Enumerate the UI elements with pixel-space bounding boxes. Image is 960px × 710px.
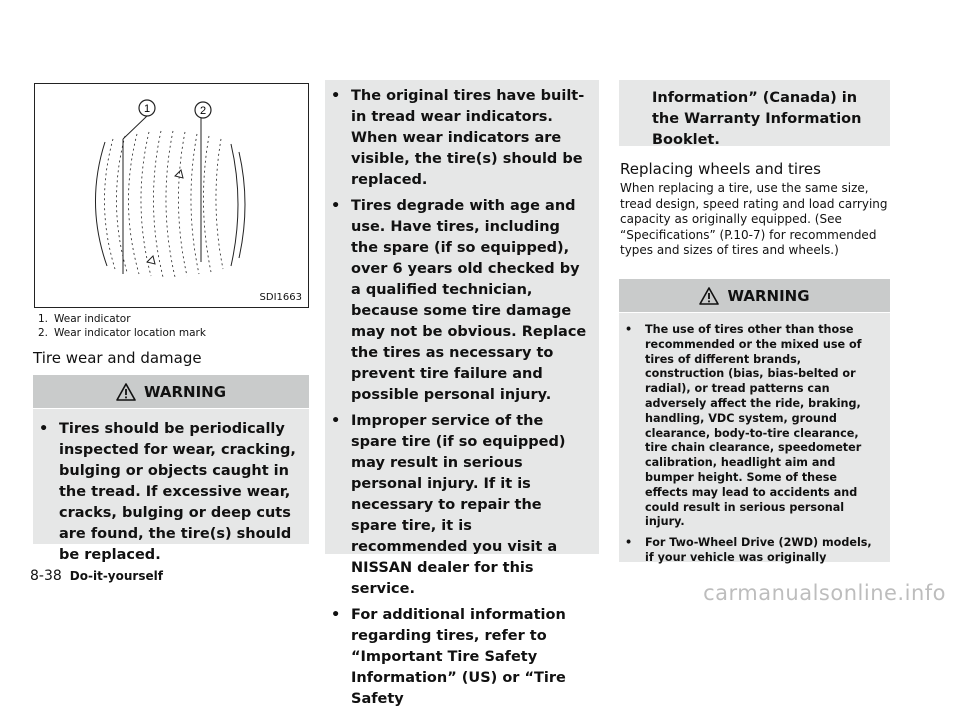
footer-section-name: Do-it-yourself [69, 569, 163, 583]
bullet-dot: • [331, 413, 341, 429]
list-item-text: Tires degrade with age and use. Have tires, including the spare (if so equipped), over 6 years old checked by a qualified technician, because some tire damage may not be obvious. Replace the tires as necessary to prevent tire failure and possible personal injury. [351, 198, 587, 403]
list-item-text: For additional information regarding tires, refer to “Important Tire Safety Information” (US) or “Tire Safety [351, 607, 566, 707]
warning-body-continued [325, 80, 599, 707]
caption-item-1 [38, 313, 131, 325]
list-item [619, 323, 882, 530]
warning-body [33, 409, 309, 563]
list-item [33, 419, 299, 566]
bullet-dot: • [39, 421, 49, 437]
bullet-dot: • [331, 88, 341, 104]
list-item-text: Improper service of the spare tire (if so equipped) may result in serious personal injury. If it is necessary to repair the spare tire, it is recommended you visit a NISSAN dealer for this service. [351, 413, 566, 597]
page-number: 8-38 [30, 568, 62, 584]
section-title-replacing-wheels: Replacing wheels and tires [620, 160, 821, 178]
page-footer [30, 568, 163, 584]
warning-list [325, 86, 591, 710]
list-item [325, 605, 591, 710]
tire-tread-illustration [35, 84, 308, 307]
warning-list [619, 323, 882, 566]
tire-wear-figure [34, 83, 309, 308]
caption-number: 1. [38, 313, 49, 325]
section-title-tire-wear: Tire wear and damage [33, 349, 202, 367]
callout-2: 2 [199, 105, 207, 117]
bullet-dot: • [625, 536, 633, 550]
list-item [325, 411, 591, 600]
warning-list [33, 419, 299, 566]
bullet-dot: • [331, 607, 341, 623]
list-item-text: The use of tires other than those recommended or the mixed use of tires of different brands, construction (bias, bias-belted or radial), or tread patterns can adversely affect the ride, braking, handling, VDC system, ground clearance, body-to-tire clearance, tire chain clearance, speedometer calibration, headlight aim and bumper height. Some of these effects may lead to accidents and could result in serious personal injury. [645, 323, 862, 529]
caption-number: 2. [38, 327, 49, 339]
bullet-dot: • [625, 323, 633, 336]
warning-header [33, 375, 309, 408]
figure-code: SDI1663 [259, 292, 302, 303]
warning-header-2 [619, 279, 890, 312]
list-item-text: The original tires have built-in tread wear indicators. When wear indicators are visible, the tire(s) should be replaced. [351, 88, 585, 188]
warning-triangle-icon [699, 287, 719, 305]
replacing-wheels-body: When replacing a tire, use the same size, tread design, speed rating and load carrying capacity as originally equipped. (See “Specifications” (P.10-7) for recommended types and sizes of tires and wheels.) [620, 181, 888, 257]
warning-label: WARNING [727, 286, 810, 305]
warning-body-2 [619, 313, 890, 562]
list-item-text: For Two-Wheel Drive (2WD) models, if your vehicle was originally [645, 536, 872, 564]
list-item [619, 536, 882, 566]
warning-label: WARNING [143, 382, 227, 401]
caption-item-2 [38, 327, 206, 339]
warning-body-continued-2 [619, 80, 890, 146]
callout-1: 1 [143, 103, 151, 115]
bullet-dot: • [331, 198, 341, 214]
list-item [325, 196, 591, 406]
warning-triangle-icon [116, 383, 136, 401]
list-item-text: Tires should be periodically inspected for wear, cracking, bulging or objects caught in the tread. If excessive wear, cracks, bulging or deep cuts are found, the tire(s) should be replaced. [59, 421, 296, 563]
caption-text: Wear indicator [54, 313, 131, 325]
watermark: carmanualsonline.info [703, 581, 946, 605]
continuation-text: Information” (Canada) in the Warranty Information Booklet. [652, 90, 862, 148]
caption-text: Wear indicator location mark [54, 327, 206, 339]
list-item [325, 86, 591, 191]
